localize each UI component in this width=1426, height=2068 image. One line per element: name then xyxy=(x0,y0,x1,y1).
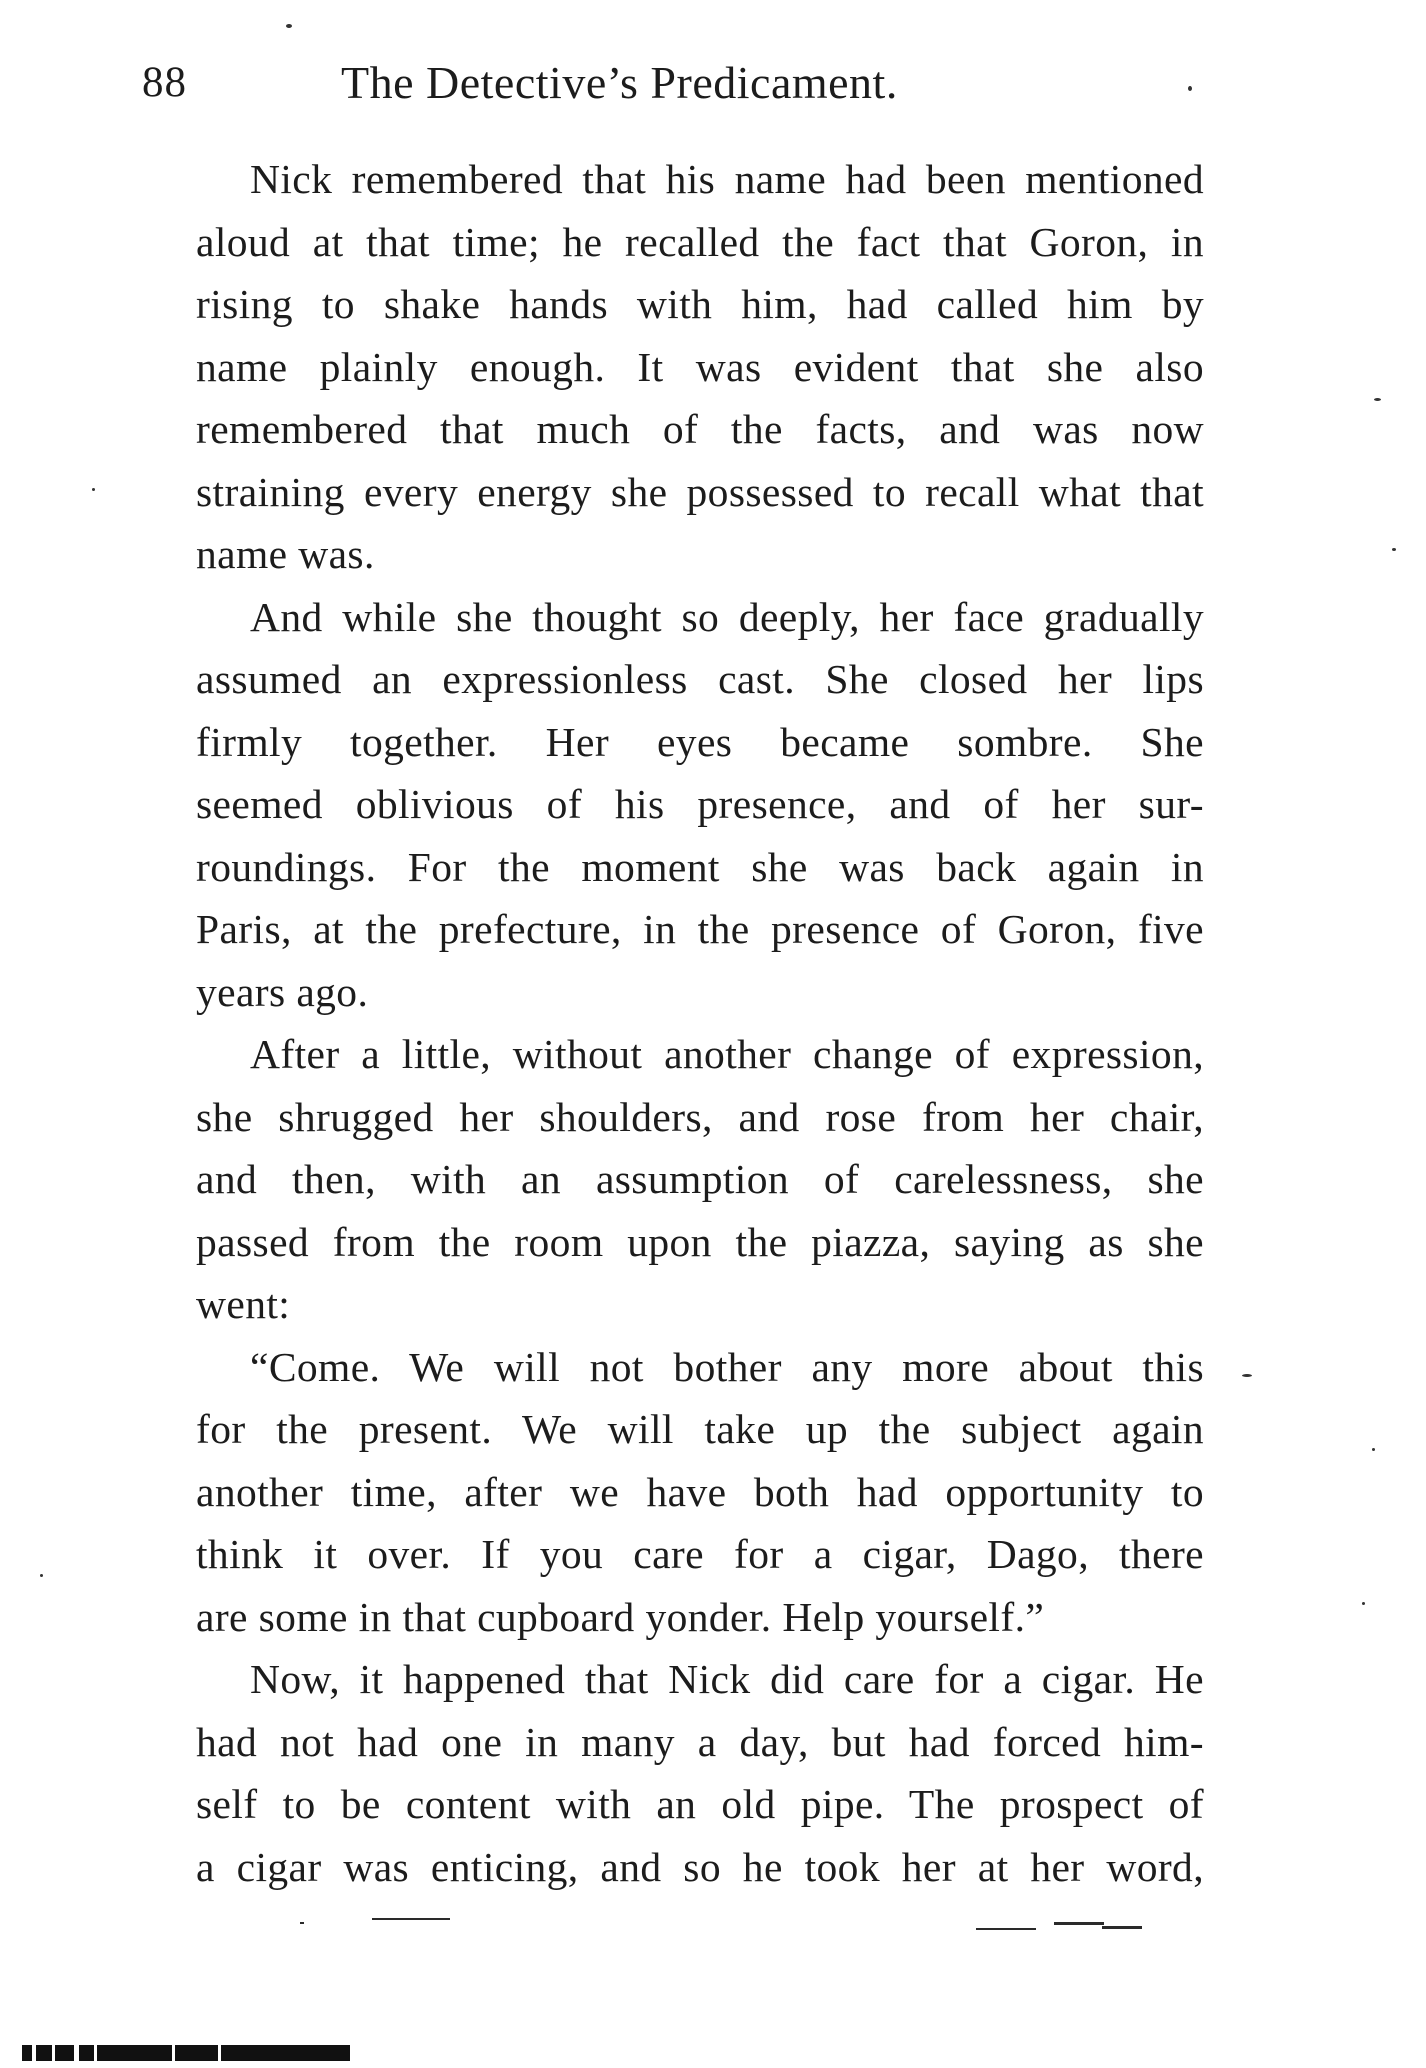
text-line: rising to shake hands with him, had called him by xyxy=(196,281,1204,327)
text-line: a cigar was enticing, and so he took her at her word, xyxy=(196,1843,1204,1890)
text-line: name plainly enough. It was evident that she also xyxy=(196,343,1204,390)
body-text xyxy=(142,148,1204,1898)
running-title: The Detective’s Predicament. xyxy=(341,57,898,108)
ink-speck xyxy=(92,488,95,491)
ink-speck xyxy=(40,1574,43,1577)
text-line: roundings. For the moment she was back again in xyxy=(196,843,1204,890)
page-header xyxy=(142,52,1202,122)
text-line: “Come. We will not bother any more about this xyxy=(250,1343,1204,1390)
bottom-rule xyxy=(976,1928,1036,1930)
text-line: name was. xyxy=(196,531,375,577)
text-line: are some in that cupboard yonder. Help yourself.” xyxy=(196,1593,1045,1640)
ink-speck xyxy=(1188,86,1192,91)
bottom-rule xyxy=(1054,1922,1104,1925)
text-line: Now, it happened that Nick did care for a cigar. He xyxy=(250,1656,1204,1702)
text-line: think it over. If you care for a cigar, Dago, there xyxy=(196,1531,1204,1577)
ink-speck xyxy=(1242,1374,1252,1377)
text-line: remembered that much of the facts, and was now xyxy=(196,406,1204,452)
bottom-rule xyxy=(1102,1926,1142,1929)
text-line: another time, after we have both had opportunity to xyxy=(196,1468,1204,1515)
ink-speck xyxy=(286,24,292,28)
bottom-rule xyxy=(372,1918,450,1920)
text-line: self to be content with an old pipe. The prospect of xyxy=(196,1781,1204,1827)
text-line: seemed oblivious of his presence, and of her sur- xyxy=(196,781,1204,827)
paragraph-5 xyxy=(142,1648,1204,1898)
ink-speck xyxy=(1392,548,1396,551)
text-line: firmly together. Her eyes became sombre. She xyxy=(196,718,1204,765)
text-line: assumed an expressionless cast. She closed her lips xyxy=(196,656,1204,702)
paragraph-2 xyxy=(142,586,1204,1024)
text-line: straining every energy she possessed to recall what that xyxy=(196,468,1204,515)
ink-speck xyxy=(1362,1602,1365,1605)
text-line: for the present. We will take up the subject again xyxy=(196,1406,1204,1452)
ink-speck xyxy=(1372,1448,1375,1451)
text-line: Paris, at the prefecture, in the presence of Goron, five xyxy=(196,906,1204,952)
text-line: And while she thought so deeply, her face gradually xyxy=(250,593,1204,640)
paragraph-4 xyxy=(142,1336,1204,1649)
page-number: 88 xyxy=(142,59,187,106)
text-line: went: xyxy=(196,1281,291,1327)
text-line: she shrugged her shoulders, and rose from her chair, xyxy=(196,1093,1204,1140)
paragraph-1 xyxy=(142,148,1204,586)
text-line: aloud at that time; he recalled the fact that Goron, in xyxy=(196,218,1204,265)
bottom-rule xyxy=(300,1922,304,1924)
text-line: years ago. xyxy=(196,968,369,1015)
text-line: After a little, without another change of expression, xyxy=(250,1031,1204,1077)
ink-speck xyxy=(1374,398,1381,401)
text-line: Nick remembered that his name had been mentioned xyxy=(250,156,1204,202)
text-line: and then, with an assumption of carelessness, she xyxy=(196,1156,1204,1202)
scan-edge-bar xyxy=(22,2045,350,2061)
text-line: had not had one in many a day, but had forced him- xyxy=(196,1718,1204,1765)
paragraph-3 xyxy=(142,1023,1204,1336)
text-line: passed from the room upon the piazza, saying as she xyxy=(196,1218,1204,1265)
